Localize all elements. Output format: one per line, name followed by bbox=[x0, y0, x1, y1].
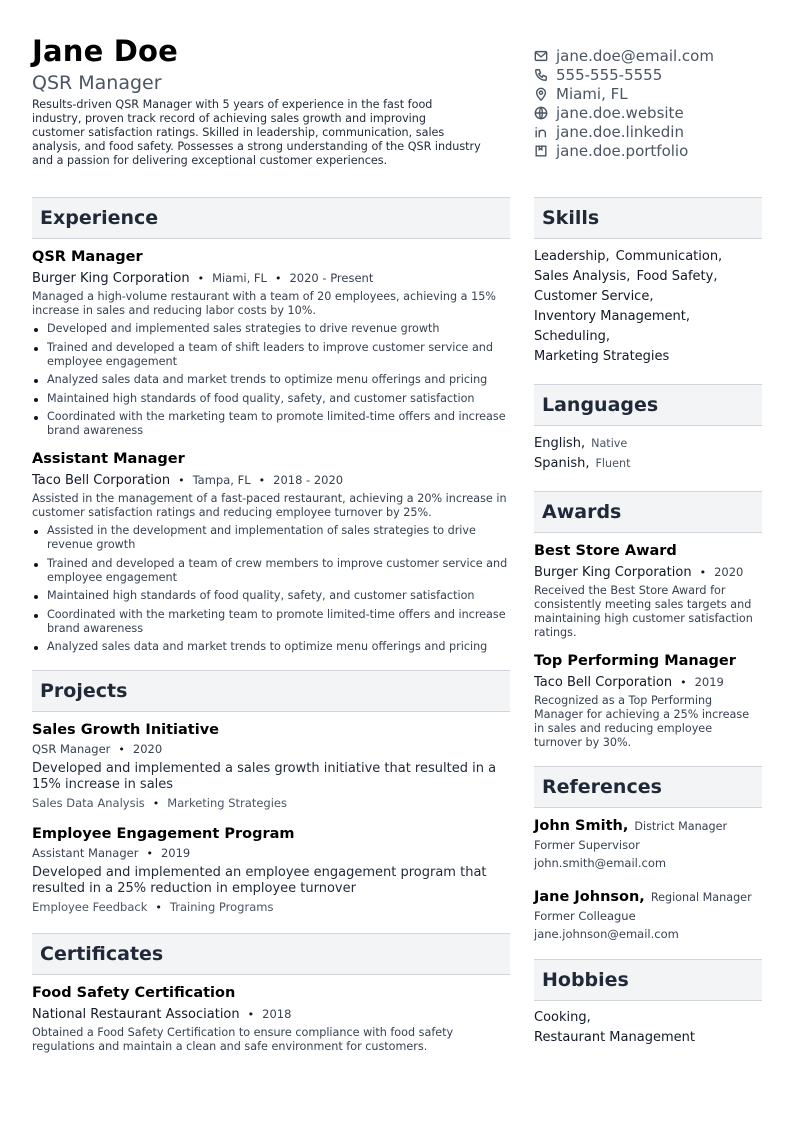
award-meta bbox=[534, 673, 762, 692]
reference-role: District Manager bbox=[634, 820, 728, 833]
job-dates: 2018 - 2020 bbox=[273, 473, 344, 487]
candidate-role: QSR Manager bbox=[32, 72, 162, 94]
list-item: Trained and developed a team of shift leaders to improve customer service and employee engagement bbox=[32, 341, 510, 369]
project-year: 2019 bbox=[160, 846, 191, 860]
project-tags bbox=[32, 796, 510, 811]
job-company: Taco Bell Corporation bbox=[32, 473, 171, 488]
phone-icon bbox=[534, 68, 556, 82]
linkedin-icon bbox=[534, 125, 556, 139]
job-bullets bbox=[32, 322, 510, 438]
project-meta bbox=[32, 741, 510, 758]
job-dates: 2020 - Present bbox=[289, 271, 374, 285]
hobby-item: Restaurant Management bbox=[534, 1030, 695, 1045]
reference-name: John Smith, bbox=[534, 818, 629, 834]
skill-item: Customer Service, bbox=[534, 289, 654, 304]
experience-entry bbox=[32, 450, 510, 654]
job-title: QSR Manager bbox=[32, 249, 143, 265]
separator-dot: • bbox=[258, 474, 266, 487]
award-entry bbox=[534, 652, 762, 750]
skill-row bbox=[534, 287, 762, 307]
certificate-title: Food Safety Certification bbox=[32, 985, 236, 1001]
summary-text: Results-driven QSR Manager with 5 years of experience in the fast food industry, proven track record of achieving sales growth and improving customer satisfaction ratings. Skilled in leadership, communication, sales analysis, and food safety. Possesses a strong understanding of the QSR industry and a passion for delivering exceptional customer experiences. bbox=[32, 98, 481, 167]
list-item: Coordinated with the marketing team to promote limited-time offers and increase brand awareness bbox=[32, 410, 510, 438]
language-level: Native bbox=[591, 437, 628, 450]
job-description: Assisted in the management of a fast-paced restaurant, achieving a 20% increase in customer satisfaction ratings and reducing employee turnover by 25%. bbox=[32, 492, 507, 519]
reference-email[interactable]: john.smith@email.com bbox=[534, 856, 667, 870]
portfolio-icon bbox=[534, 144, 556, 158]
separator-dot: • bbox=[152, 797, 160, 810]
skill-item: Sales Analysis, bbox=[534, 269, 631, 284]
references-heading: References bbox=[534, 766, 762, 808]
skill-row bbox=[534, 247, 762, 267]
separator-dot: • bbox=[197, 272, 205, 285]
language-item bbox=[534, 454, 762, 474]
separator-dot: • bbox=[178, 474, 185, 487]
certificate-meta bbox=[32, 1005, 510, 1024]
project-description: Developed and implemented an employee engagement program that resulted in a 25% reduction in employee turnover bbox=[32, 865, 487, 896]
project-meta bbox=[32, 845, 510, 862]
separator-dot: • bbox=[155, 901, 162, 914]
list-item: Trained and developed a team of crew members to improve customer service and employee engagement bbox=[32, 557, 510, 585]
awards-heading: Awards bbox=[534, 491, 762, 533]
resume-header bbox=[32, 34, 762, 174]
language-item bbox=[534, 434, 762, 454]
hobby-item: Cooking, bbox=[534, 1010, 591, 1025]
experience-heading: Experience bbox=[32, 197, 510, 239]
hobbies-list bbox=[534, 1008, 762, 1048]
certificate-year: 2018 bbox=[262, 1007, 292, 1021]
skill-item: Communication, bbox=[615, 249, 723, 264]
reference-name-line bbox=[534, 888, 762, 907]
skill-row bbox=[534, 267, 762, 287]
languages-heading: Languages bbox=[534, 384, 762, 426]
project-tag: Marketing Strategies bbox=[167, 796, 287, 810]
job-location: Miami, FL bbox=[212, 271, 267, 285]
award-title: Top Performing Manager bbox=[534, 653, 736, 669]
separator-dot: • bbox=[274, 272, 282, 285]
skill-item: Inventory Management, bbox=[534, 309, 690, 324]
list-item: Assisted in the development and implementation of sales strategies to drive revenue growth bbox=[32, 524, 510, 552]
award-meta bbox=[534, 563, 762, 582]
reference-entry bbox=[534, 817, 762, 872]
project-role: QSR Manager bbox=[32, 742, 111, 756]
project-entry bbox=[32, 825, 510, 915]
list-item: Developed and implemented sales strategies to drive revenue growth bbox=[32, 322, 510, 336]
list-item: Analyzed sales data and market trends to optimize menu offerings and pricing bbox=[32, 373, 510, 387]
separator-dot: • bbox=[247, 1008, 255, 1021]
main-column bbox=[32, 197, 510, 1054]
reference-entry bbox=[534, 888, 762, 943]
contact-location-text: Miami, FL bbox=[556, 84, 628, 103]
separator-dot: • bbox=[118, 743, 125, 756]
project-role: Assistant Manager bbox=[32, 846, 139, 860]
skills-heading: Skills bbox=[534, 197, 762, 239]
reference-role: Regional Manager bbox=[650, 891, 752, 904]
award-org: Taco Bell Corporation bbox=[534, 675, 673, 690]
award-description: Received the Best Store Award for consistently meeting sales targets and maintaining high customer satisfaction ratings. bbox=[534, 584, 753, 639]
skills-list bbox=[534, 247, 762, 367]
project-description: Developed and implemented a sales growth initiative that resulted in a 15% increase in sales bbox=[32, 761, 497, 792]
project-title: Employee Engagement Program bbox=[32, 826, 295, 842]
globe-icon bbox=[534, 106, 556, 120]
languages-list bbox=[534, 434, 762, 474]
location-icon bbox=[534, 87, 556, 101]
language-name: Spanish, bbox=[534, 456, 590, 471]
project-tags bbox=[32, 900, 510, 915]
award-year: 2020 bbox=[714, 565, 744, 579]
separator-dot: • bbox=[680, 676, 687, 689]
projects-heading: Projects bbox=[32, 670, 510, 712]
contact-website[interactable] bbox=[534, 103, 764, 122]
skill-row bbox=[534, 347, 762, 367]
list-item: Maintained high standards of food quality, safety, and customer satisfaction bbox=[32, 589, 510, 603]
contact-location bbox=[534, 84, 764, 103]
project-tag: Training Programs bbox=[169, 900, 274, 914]
separator-dot: • bbox=[146, 847, 153, 860]
award-org: Burger King Corporation bbox=[534, 565, 692, 580]
skill-row bbox=[534, 307, 762, 327]
job-meta bbox=[32, 471, 510, 490]
contact-website-text: jane.doe.website bbox=[556, 103, 684, 122]
reference-name-line bbox=[534, 817, 762, 836]
award-year: 2019 bbox=[694, 675, 724, 689]
list-item: Analyzed sales data and market trends to optimize menu offerings and pricing bbox=[32, 640, 510, 654]
list-item: Coordinated with the marketing team to promote limited-time offers and increase brand awareness bbox=[32, 608, 510, 636]
certificate-entry bbox=[32, 984, 510, 1054]
skill-row bbox=[534, 327, 762, 347]
job-description: Managed a high-volume restaurant with a team of 20 employees, achieving a 15% increase in sales and reducing labor costs by 10%. bbox=[32, 290, 496, 317]
contact-portfolio[interactable] bbox=[534, 141, 764, 160]
contact-portfolio-text: jane.doe.portfolio bbox=[556, 141, 689, 160]
project-title: Sales Growth Initiative bbox=[32, 722, 219, 738]
contact-list bbox=[534, 46, 764, 160]
list-item: Maintained high standards of food quality, safety, and customer satisfaction bbox=[32, 392, 510, 406]
award-description: Recognized as a Top Performing Manager for achieving a 25% increase in sales and reducing employee turnover by 30%. bbox=[534, 694, 750, 749]
skill-item: Marketing Strategies bbox=[534, 349, 670, 364]
award-title: Best Store Award bbox=[534, 543, 677, 559]
skill-item: Scheduling, bbox=[534, 329, 610, 344]
hobbies-heading: Hobbies bbox=[534, 959, 762, 1001]
skill-item: Leadership, bbox=[534, 249, 610, 264]
reference-name: Jane Johnson, bbox=[534, 889, 645, 905]
email-icon bbox=[534, 49, 556, 63]
reference-email[interactable]: jane.johnson@email.com bbox=[534, 927, 679, 941]
reference-relation: Former Colleague bbox=[534, 909, 636, 923]
job-meta bbox=[32, 269, 510, 288]
contact-email[interactable] bbox=[534, 46, 764, 65]
contact-linkedin[interactable] bbox=[534, 122, 764, 141]
contact-phone-text: 555-555-5555 bbox=[556, 65, 663, 84]
project-tag: Sales Data Analysis bbox=[32, 796, 145, 810]
job-location: Tampa, FL bbox=[192, 473, 251, 487]
job-company: Burger King Corporation bbox=[32, 271, 190, 286]
project-tag: Employee Feedback bbox=[32, 900, 148, 914]
candidate-name: Jane Doe bbox=[32, 34, 179, 68]
separator-dot: • bbox=[699, 566, 707, 579]
job-title: Assistant Manager bbox=[32, 451, 185, 467]
language-name: English, bbox=[534, 436, 586, 451]
language-level: Fluent bbox=[595, 457, 631, 470]
project-year: 2020 bbox=[132, 742, 163, 756]
job-bullets bbox=[32, 524, 510, 654]
side-column bbox=[534, 197, 762, 1048]
project-entry bbox=[32, 721, 510, 811]
certificate-description: Obtained a Food Safety Certification to ensure compliance with food safety regulations and maintain a clean and safe environment for customers. bbox=[32, 1026, 454, 1053]
contact-phone[interactable] bbox=[534, 65, 764, 84]
skill-item: Food Safety, bbox=[636, 269, 718, 284]
certificates-heading: Certificates bbox=[32, 933, 510, 975]
reference-relation: Former Supervisor bbox=[534, 838, 640, 852]
award-entry bbox=[534, 542, 762, 640]
experience-entry bbox=[32, 248, 510, 438]
contact-email-text: jane.doe@email.com bbox=[556, 46, 714, 65]
certificate-issuer: National Restaurant Association bbox=[32, 1007, 240, 1022]
contact-linkedin-text: jane.doe.linkedin bbox=[556, 122, 684, 141]
